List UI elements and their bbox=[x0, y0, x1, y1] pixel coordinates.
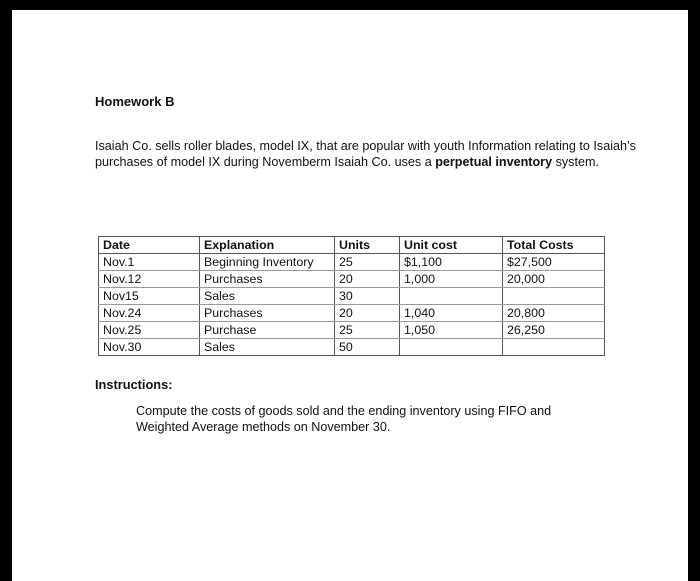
document-title: Homework B bbox=[95, 94, 175, 109]
inventory-table bbox=[98, 236, 605, 356]
cell-total-costs: 26,250 bbox=[503, 322, 605, 339]
cell-units: 25 bbox=[335, 254, 400, 271]
cell-unit-cost bbox=[400, 288, 503, 305]
cell-total-costs: 20,000 bbox=[503, 271, 605, 288]
table-row bbox=[99, 305, 605, 322]
cell-date: Nov.12 bbox=[99, 271, 200, 288]
cell-explanation: Beginning Inventory bbox=[200, 254, 335, 271]
cell-units: 30 bbox=[335, 288, 400, 305]
cell-total-costs bbox=[503, 339, 605, 356]
table-row bbox=[99, 322, 605, 339]
header-explanation: Explanation bbox=[200, 237, 335, 254]
header-date: Date bbox=[99, 237, 200, 254]
document-page bbox=[12, 10, 688, 581]
header-unit-cost: Unit cost bbox=[400, 237, 503, 254]
cell-unit-cost: 1,040 bbox=[400, 305, 503, 322]
cell-unit-cost: 1,000 bbox=[400, 271, 503, 288]
table-header-row bbox=[99, 237, 605, 254]
instructions-body: Compute the costs of goods sold and the ending inventory using FIFO and Weighted Average methods on November 30. bbox=[136, 404, 552, 434]
intro-text-end: system. bbox=[552, 155, 599, 169]
table-row bbox=[99, 339, 605, 356]
cell-unit-cost: $1,100 bbox=[400, 254, 503, 271]
intro-text: Isaiah Co. sells roller blades, model IX, that are popular with youth Information relating to Isaiah’s purchases of model IX during Novemberm Isaiah Co. uses a bbox=[95, 139, 636, 169]
header-units: Units bbox=[335, 237, 400, 254]
cell-units: 50 bbox=[335, 339, 400, 356]
cell-units: 20 bbox=[335, 271, 400, 288]
intro-bold-term: perpetual inventory bbox=[435, 155, 553, 169]
intro-paragraph bbox=[95, 138, 655, 170]
instructions-heading: Instructions: bbox=[95, 377, 173, 392]
cell-explanation: Purchase bbox=[200, 322, 335, 339]
cell-explanation: Purchases bbox=[200, 271, 335, 288]
cell-total-costs: $27,500 bbox=[503, 254, 605, 271]
cell-explanation: Purchases bbox=[200, 305, 335, 322]
cell-unit-cost: 1,050 bbox=[400, 322, 503, 339]
cell-explanation: Sales bbox=[200, 288, 335, 305]
header-total-costs: Total Costs bbox=[503, 237, 605, 254]
cell-date: Nov.24 bbox=[99, 305, 200, 322]
cell-date: Nov.30 bbox=[99, 339, 200, 356]
table-row bbox=[99, 271, 605, 288]
cell-units: 20 bbox=[335, 305, 400, 322]
cell-date: Nov15 bbox=[99, 288, 200, 305]
cell-total-costs bbox=[503, 288, 605, 305]
cell-units: 25 bbox=[335, 322, 400, 339]
table-row bbox=[99, 288, 605, 305]
cell-date: Nov.1 bbox=[99, 254, 200, 271]
cell-date: Nov.25 bbox=[99, 322, 200, 339]
table-row bbox=[99, 254, 605, 271]
cell-unit-cost bbox=[400, 339, 503, 356]
cell-explanation: Sales bbox=[200, 339, 335, 356]
cell-total-costs: 20,800 bbox=[503, 305, 605, 322]
